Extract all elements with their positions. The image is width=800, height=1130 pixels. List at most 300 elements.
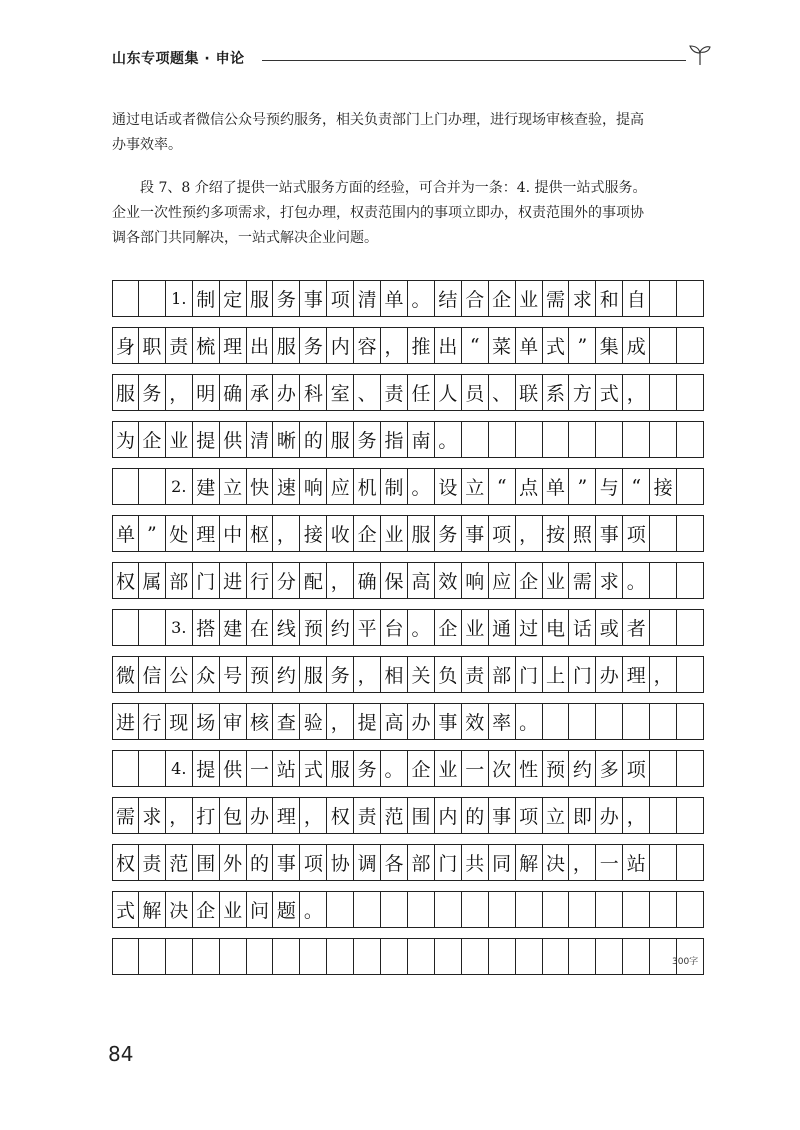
grid-cell: 企 xyxy=(354,515,381,552)
grid-cell: 枢 xyxy=(247,515,274,552)
grid-cell: 多 xyxy=(596,750,623,787)
grid-cell: 服 xyxy=(273,327,300,364)
grid-cell: ， xyxy=(623,797,650,834)
grid-cell: 行 xyxy=(247,562,274,599)
grid-cell: 线 xyxy=(273,609,300,646)
grid-row xyxy=(112,562,704,599)
grid-cell: 围 xyxy=(193,844,220,881)
grid-cell: 式 xyxy=(543,327,570,364)
grid-cell xyxy=(650,703,677,740)
grid-cell: 。 xyxy=(408,609,435,646)
grid-cell xyxy=(650,515,677,552)
grid-cell: 权 xyxy=(112,562,139,599)
grid-cell: 提 xyxy=(193,421,220,458)
grid-cell: 查 xyxy=(273,703,300,740)
grid-cell: 供 xyxy=(220,421,247,458)
grid-cell: 清 xyxy=(247,421,274,458)
header-rule xyxy=(262,60,686,61)
grid-cell xyxy=(677,656,704,693)
grid-cell xyxy=(650,750,677,787)
grid-cell: 业 xyxy=(435,750,462,787)
grid-cell: 集 xyxy=(596,327,623,364)
grid-cell xyxy=(220,938,247,975)
grid-cell: 分 xyxy=(273,562,300,599)
grid-cell: ， xyxy=(623,374,650,411)
grid-cell xyxy=(650,797,677,834)
grid-cell: 保 xyxy=(381,562,408,599)
grid-cell: 企 xyxy=(408,750,435,787)
page-number: 84 xyxy=(108,1042,134,1066)
grid-cell xyxy=(543,891,570,928)
grid-cell: 项 xyxy=(516,797,543,834)
grid-cell: ， xyxy=(273,515,300,552)
grid-cell: 项 xyxy=(327,280,354,317)
grid-cell: 4. xyxy=(166,750,193,787)
grid-cell: 题 xyxy=(273,891,300,928)
grid-cell: 办 xyxy=(273,374,300,411)
grid-cell: 公 xyxy=(166,656,193,693)
grid-cell: 企 xyxy=(516,562,543,599)
grid-cell: 业 xyxy=(516,280,543,317)
grid-cell: 确 xyxy=(354,562,381,599)
grid-cell: 服 xyxy=(247,280,274,317)
grid-cell: 承 xyxy=(247,374,274,411)
grid-cell: 务 xyxy=(435,515,462,552)
grid-cell: 同 xyxy=(489,844,516,881)
grid-cell: 晰 xyxy=(273,421,300,458)
grid-cell: 业 xyxy=(462,609,489,646)
grid-cell: 和 xyxy=(596,280,623,317)
grid-row xyxy=(112,421,704,458)
grid-cell: 求 xyxy=(139,797,166,834)
grid-cell: 需 xyxy=(112,797,139,834)
grid-cell: 。 xyxy=(435,421,462,458)
grid-cell: 配 xyxy=(300,562,327,599)
grid-cell xyxy=(677,515,704,552)
grid-cell: 制 xyxy=(381,468,408,505)
grid-cell: 需 xyxy=(543,280,570,317)
grid-row xyxy=(112,280,704,317)
grid-cell: 各 xyxy=(381,844,408,881)
grid-cell: 。 xyxy=(408,468,435,505)
grid-cell xyxy=(462,891,489,928)
grid-cell: 单 xyxy=(381,280,408,317)
grid-cell: 外 xyxy=(220,844,247,881)
grid-cell: ， xyxy=(166,374,193,411)
grid-cell: 清 xyxy=(354,280,381,317)
grid-cell: 包 xyxy=(220,797,247,834)
grid-cell: 服 xyxy=(327,421,354,458)
grid-cell: 出 xyxy=(435,327,462,364)
grid-cell xyxy=(650,280,677,317)
grid-cell: 者 xyxy=(623,609,650,646)
grid-cell: 办 xyxy=(247,797,274,834)
grid-cell: 即 xyxy=(569,797,596,834)
grid-cell xyxy=(677,327,704,364)
grid-cell xyxy=(300,938,327,975)
grid-cell: 率 xyxy=(489,703,516,740)
grid-cell: 响 xyxy=(462,562,489,599)
grid-cell: 务 xyxy=(354,421,381,458)
grid-cell: 、 xyxy=(489,374,516,411)
grid-cell: 务 xyxy=(273,280,300,317)
grid-cell: 事 xyxy=(489,797,516,834)
grid-cell xyxy=(623,938,650,975)
grid-cell xyxy=(677,280,704,317)
grid-cell: 办 xyxy=(408,703,435,740)
grid-cell: 范 xyxy=(166,844,193,881)
grid-cell: 上 xyxy=(543,656,570,693)
grid-cell xyxy=(623,891,650,928)
grid-cell: 业 xyxy=(543,562,570,599)
grid-cell: 门 xyxy=(516,656,543,693)
grid-cell xyxy=(569,421,596,458)
sprout-icon xyxy=(688,44,712,66)
grid-cell: 员 xyxy=(462,374,489,411)
grid-cell: 号 xyxy=(220,656,247,693)
grid-cell: 打 xyxy=(193,797,220,834)
grid-cell xyxy=(677,703,704,740)
grid-cell xyxy=(489,938,516,975)
grid-cell xyxy=(650,609,677,646)
grid-cell: 务 xyxy=(139,374,166,411)
grid-cell xyxy=(112,750,139,787)
paragraph-intro xyxy=(112,108,712,158)
grid-cell: 事 xyxy=(435,703,462,740)
grid-cell xyxy=(543,938,570,975)
grid-cell: 项 xyxy=(300,844,327,881)
grid-cell: 部 xyxy=(489,656,516,693)
grid-cell xyxy=(650,327,677,364)
grid-cell: 科 xyxy=(300,374,327,411)
grid-cell: 企 xyxy=(489,280,516,317)
grid-cell: 结 xyxy=(435,280,462,317)
grid-cell: 企 xyxy=(139,421,166,458)
grid-cell xyxy=(489,891,516,928)
grid-cell: 服 xyxy=(300,656,327,693)
grid-cell: ” xyxy=(139,515,166,552)
grid-cell: 单 xyxy=(543,468,570,505)
grid-cell xyxy=(193,938,220,975)
grid-cell: 事 xyxy=(596,515,623,552)
grid-cell: 业 xyxy=(220,891,247,928)
grid-cell: 责 xyxy=(381,374,408,411)
grid-cell: 行 xyxy=(139,703,166,740)
grid-cell xyxy=(408,938,435,975)
grid-cell: 台 xyxy=(381,609,408,646)
grid-cell: 业 xyxy=(381,515,408,552)
grid-cell: ， xyxy=(354,656,381,693)
grid-cell: 信 xyxy=(139,656,166,693)
grid-cell xyxy=(569,938,596,975)
grid-cell xyxy=(273,938,300,975)
grid-cell xyxy=(489,421,516,458)
grid-cell xyxy=(677,374,704,411)
grid-cell: 方 xyxy=(569,374,596,411)
grid-cell xyxy=(677,421,704,458)
grid-cell: 3. xyxy=(166,609,193,646)
grid-cell: 一 xyxy=(596,844,623,881)
grid-cell: 通 xyxy=(489,609,516,646)
grid-cell xyxy=(435,891,462,928)
grid-cell: 现 xyxy=(166,703,193,740)
grid-cell: 业 xyxy=(166,421,193,458)
grid-cell: 部 xyxy=(408,844,435,881)
grid-cell: 权 xyxy=(327,797,354,834)
grid-cell: 负 xyxy=(435,656,462,693)
grid-cell xyxy=(596,891,623,928)
grid-cell xyxy=(327,891,354,928)
grid-cell: 一 xyxy=(462,750,489,787)
grid-cell: 话 xyxy=(569,609,596,646)
grid-cell: 平 xyxy=(354,609,381,646)
grid-cell xyxy=(596,421,623,458)
paragraph-line: 调各部门共同解决，一站式解决企业问题。 xyxy=(112,230,378,246)
grid-cell: 点 xyxy=(516,468,543,505)
grid-cell: 效 xyxy=(435,562,462,599)
grid-cell: 属 xyxy=(139,562,166,599)
grid-cell: 的 xyxy=(300,421,327,458)
grid-cell: 项 xyxy=(623,750,650,787)
grid-cell: 关 xyxy=(408,656,435,693)
grid-cell: 联 xyxy=(516,374,543,411)
grid-cell: 站 xyxy=(273,750,300,787)
grid-cell: 接 xyxy=(650,468,677,505)
grid-cell xyxy=(516,421,543,458)
grid-cell xyxy=(112,938,139,975)
grid-cell: 梳 xyxy=(193,327,220,364)
grid-cell: 2. xyxy=(166,468,193,505)
grid-cell xyxy=(623,421,650,458)
grid-cell: 。 xyxy=(408,280,435,317)
grid-cell xyxy=(650,891,677,928)
grid-cell: 责 xyxy=(139,844,166,881)
grid-cell xyxy=(166,938,193,975)
grid-cell: “ xyxy=(623,468,650,505)
paragraph-line: 段 7、8 介绍了提供一站式服务方面的经验，可合并为一条：4. 提供一站式服务。 xyxy=(112,180,647,196)
grid-cell: 收 xyxy=(327,515,354,552)
grid-cell: 1. xyxy=(166,280,193,317)
grid-cell xyxy=(462,421,489,458)
grid-cell: ， xyxy=(327,703,354,740)
grid-cell xyxy=(327,938,354,975)
grid-cell: 约 xyxy=(273,656,300,693)
grid-cell: 效 xyxy=(462,703,489,740)
grid-cell xyxy=(543,421,570,458)
grid-cell: 协 xyxy=(327,844,354,881)
grid-cell: 需 xyxy=(569,562,596,599)
grid-cell: 服 xyxy=(112,374,139,411)
grid-cell xyxy=(112,468,139,505)
grid-cell xyxy=(543,703,570,740)
grid-cell xyxy=(650,374,677,411)
grid-cell: 预 xyxy=(543,750,570,787)
grid-cell: 预 xyxy=(247,656,274,693)
grid-cell: 。 xyxy=(623,562,650,599)
grid-row xyxy=(112,656,704,693)
grid-cell: 响 xyxy=(300,468,327,505)
grid-cell: 服 xyxy=(408,515,435,552)
grid-cell: 快 xyxy=(247,468,274,505)
grid-cell: 指 xyxy=(381,421,408,458)
grid-cell: 处 xyxy=(166,515,193,552)
grid-cell: 进 xyxy=(220,562,247,599)
grid-cell xyxy=(139,609,166,646)
grid-cell: 内 xyxy=(435,797,462,834)
grid-cell: 范 xyxy=(381,797,408,834)
grid-cell: 菜 xyxy=(489,327,516,364)
grid-cell: 务 xyxy=(354,750,381,787)
grid-cell xyxy=(677,609,704,646)
grid-cell: 过 xyxy=(516,609,543,646)
grid-cell: 务 xyxy=(300,327,327,364)
grid-cell: 搭 xyxy=(193,609,220,646)
grid-cell: 企 xyxy=(193,891,220,928)
grid-cell: 高 xyxy=(381,703,408,740)
grid-cell: 权 xyxy=(112,844,139,881)
grid-cell: 与 xyxy=(596,468,623,505)
grid-cell: 供 xyxy=(220,750,247,787)
grid-cell: 室 xyxy=(327,374,354,411)
grid-cell: 式 xyxy=(112,891,139,928)
grid-cell xyxy=(139,938,166,975)
grid-cell: 性 xyxy=(516,750,543,787)
grid-cell: “ xyxy=(462,327,489,364)
grid-cell: 服 xyxy=(327,750,354,787)
grid-cell xyxy=(677,891,704,928)
grid-cell xyxy=(354,891,381,928)
grid-cell: 。 xyxy=(300,891,327,928)
grid-cell xyxy=(650,844,677,881)
grid-cell xyxy=(112,280,139,317)
grid-row xyxy=(112,327,704,364)
grid-cell: 中 xyxy=(220,515,247,552)
grid-cell: 验 xyxy=(300,703,327,740)
grid-cell: ” xyxy=(569,327,596,364)
grid-cell xyxy=(516,891,543,928)
grid-cell: ， xyxy=(300,797,327,834)
grid-cell: ， xyxy=(381,327,408,364)
grid-cell: 理 xyxy=(623,656,650,693)
grid-cell: 速 xyxy=(273,468,300,505)
grid-cell: 建 xyxy=(193,468,220,505)
grid-cell: 机 xyxy=(354,468,381,505)
grid-cell: 提 xyxy=(354,703,381,740)
grid-cell: 任 xyxy=(408,374,435,411)
grid-cell: 求 xyxy=(596,562,623,599)
grid-cell: 明 xyxy=(193,374,220,411)
grid-cell xyxy=(569,703,596,740)
grid-cell: 人 xyxy=(435,374,462,411)
grid-cell: 理 xyxy=(273,797,300,834)
grid-cell xyxy=(381,891,408,928)
grid-cell xyxy=(623,703,650,740)
grid-cell: 定 xyxy=(220,280,247,317)
grid-cell: 高 xyxy=(408,562,435,599)
grid-cell: 设 xyxy=(435,468,462,505)
grid-cell xyxy=(139,750,166,787)
grid-cell xyxy=(381,938,408,975)
grid-cell: 办 xyxy=(596,656,623,693)
grid-cell xyxy=(112,609,139,646)
grid-cell: 约 xyxy=(569,750,596,787)
grid-cell: 责 xyxy=(166,327,193,364)
answer-grid xyxy=(112,280,704,985)
grid-cell: 南 xyxy=(408,421,435,458)
grid-cell: 确 xyxy=(220,374,247,411)
grid-cell: 场 xyxy=(193,703,220,740)
grid-cell: 审 xyxy=(220,703,247,740)
paragraph-line: 通过电话或者微信公众号预约服务，相关负责部门上门办理，进行现场审核查验，提高 xyxy=(112,112,644,128)
grid-cell: 按 xyxy=(543,515,570,552)
grid-cell: ， xyxy=(166,797,193,834)
grid-cell: 单 xyxy=(112,515,139,552)
grid-cell xyxy=(247,938,274,975)
grid-cell: 解 xyxy=(139,891,166,928)
grid-cell: 调 xyxy=(354,844,381,881)
grid-cell: 项 xyxy=(489,515,516,552)
grid-row xyxy=(112,891,704,928)
grid-cell: 提 xyxy=(193,750,220,787)
grid-cell xyxy=(569,891,596,928)
grid-cell: 门 xyxy=(193,562,220,599)
grid-cell: ， xyxy=(569,844,596,881)
grid-cell: 单 xyxy=(516,327,543,364)
grid-cell: 接 xyxy=(300,515,327,552)
grid-cell: 进 xyxy=(112,703,139,740)
grid-cell xyxy=(596,703,623,740)
grid-cell: 内 xyxy=(327,327,354,364)
grid-cell: 合 xyxy=(462,280,489,317)
grid-cell: 。 xyxy=(516,703,543,740)
grid-cell xyxy=(677,468,704,505)
grid-cell: 门 xyxy=(569,656,596,693)
grid-cell: 制 xyxy=(193,280,220,317)
grid-cell: 在 xyxy=(247,609,274,646)
grid-row xyxy=(112,703,704,740)
grid-cell: 出 xyxy=(247,327,274,364)
grid-cell: 一 xyxy=(247,750,274,787)
word-count-label: 300字 xyxy=(672,957,699,967)
grid-cell: 站 xyxy=(623,844,650,881)
grid-cell: 事 xyxy=(273,844,300,881)
grid-row xyxy=(112,797,704,834)
header-title: 山东专项题集 · 申论 xyxy=(112,51,245,67)
grid-cell xyxy=(677,844,704,881)
grid-cell: 办 xyxy=(596,797,623,834)
grid-cell xyxy=(139,468,166,505)
grid-cell: 推 xyxy=(408,327,435,364)
grid-row xyxy=(112,374,704,411)
grid-cell: 立 xyxy=(462,468,489,505)
grid-cell: 部 xyxy=(166,562,193,599)
grid-cell: 核 xyxy=(247,703,274,740)
grid-cell: ， xyxy=(327,562,354,599)
grid-cell: 成 xyxy=(623,327,650,364)
grid-cell: 、 xyxy=(354,374,381,411)
grid-cell: 责 xyxy=(354,797,381,834)
grid-cell: ， xyxy=(516,515,543,552)
grid-cell: 门 xyxy=(435,844,462,881)
grid-row xyxy=(112,844,704,881)
grid-cell xyxy=(435,938,462,975)
grid-cell: 微 xyxy=(112,656,139,693)
grid-cell: 企 xyxy=(435,609,462,646)
grid-cell: 立 xyxy=(543,797,570,834)
paragraph-line: 办事效率。 xyxy=(112,137,182,153)
page-header xyxy=(112,44,712,74)
grid-cell: 决 xyxy=(543,844,570,881)
